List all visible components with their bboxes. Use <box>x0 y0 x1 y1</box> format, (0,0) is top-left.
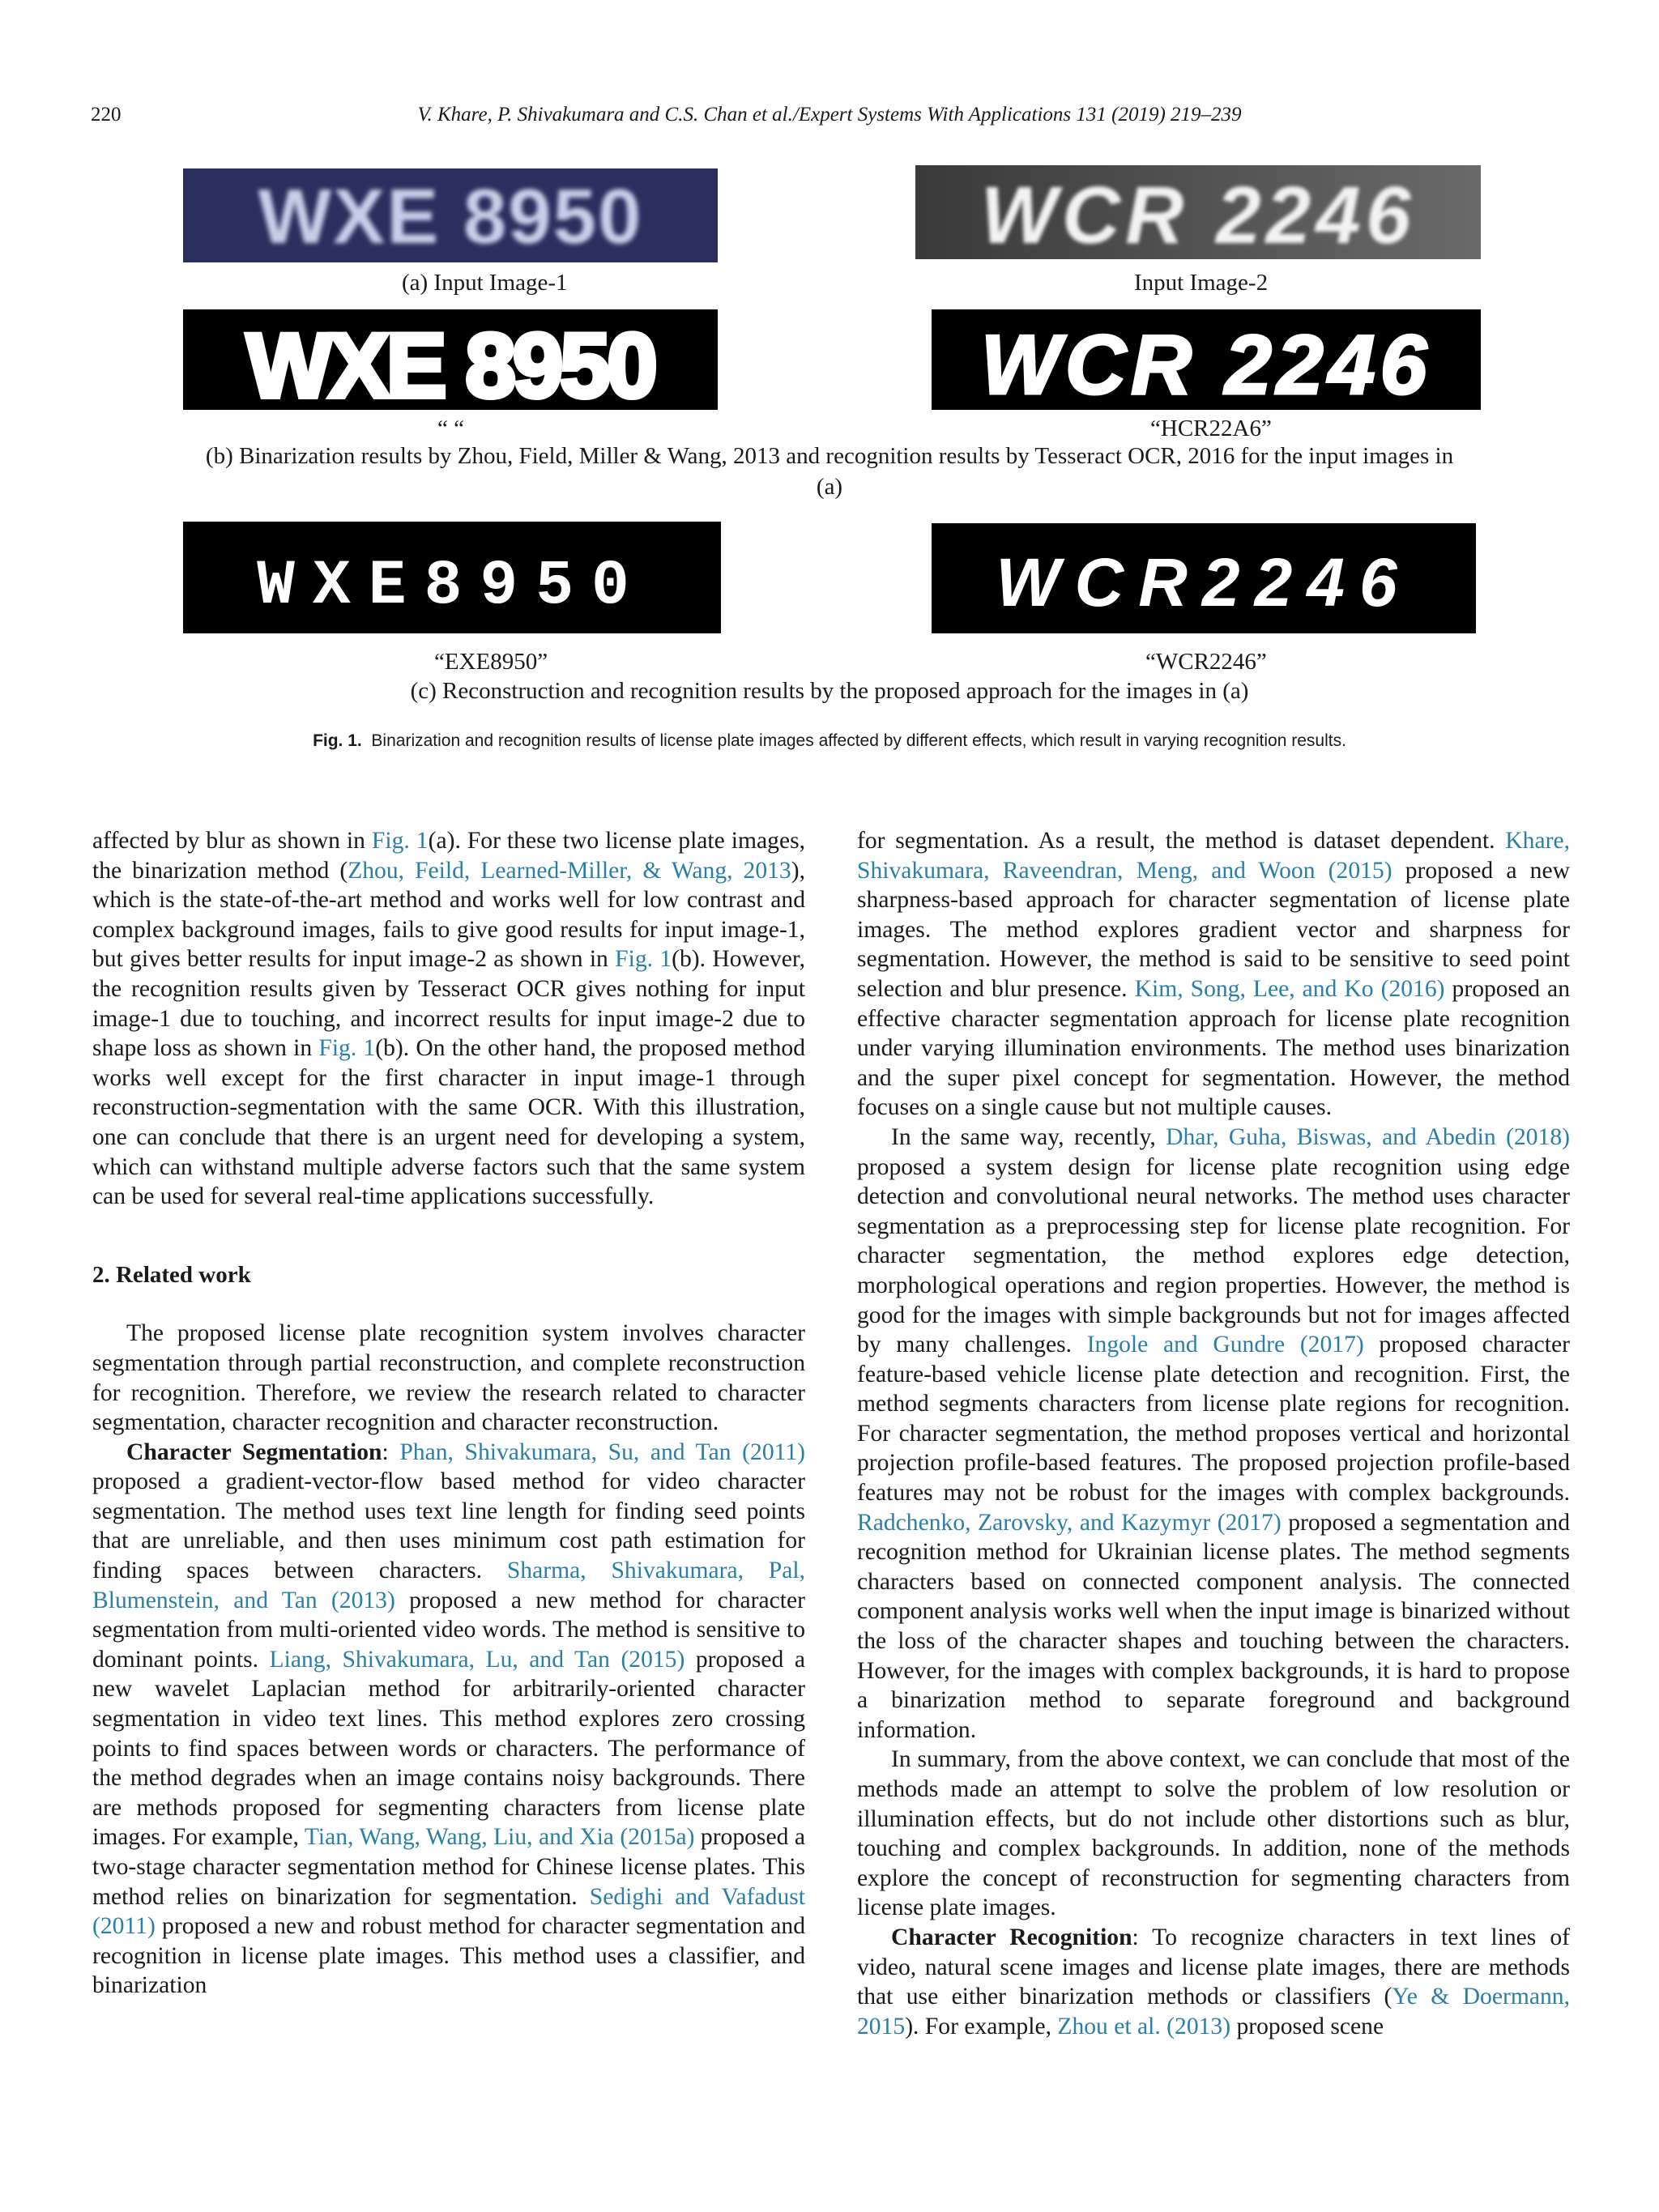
reconstructed-image-2 <box>932 523 1476 633</box>
reconstructed-image-1 <box>183 522 721 633</box>
section-heading: 2. Related work <box>92 1261 251 1288</box>
page-number: 220 <box>91 104 122 126</box>
ref-link[interactable]: Tian, Wang, Wang, Liu, and Xia (2015a) <box>304 1824 695 1851</box>
journal-citation: V. Khare, P. Shivakumara and C.S. Chan et al./Expert Systems With Applications 131 (2019) 219–239 <box>417 104 1242 126</box>
summary-paragraph: In summary, from the above context, we can conclude that most of the methods made an attempt to solve the problem of low resolution or illumination effects, but do not include other distortions such as blur, touching and complex backgrounds. In addition, none of the methods explore the concept of reconstruction for segmenting characters from license plate images. <box>857 1746 1570 1921</box>
label-input-image-2: Input Image-2 <box>1134 270 1269 296</box>
ref-link[interactable]: Radchenko, Zarovsky, and Kazymyr (2017) <box>857 1509 1282 1536</box>
figure-caption <box>91 729 1568 753</box>
input-image-2 <box>915 165 1481 259</box>
ref-link[interactable]: Kim, Song, Lee, and Ko (2016) <box>1134 975 1445 1002</box>
ref-link[interactable]: Ye & Doermann, 2015 <box>857 1984 1570 2039</box>
related-work-intro-paragraph: The proposed license plate recognition system involves character segmentation through partial reconstruction, and complete reconstruction for recognition. Therefore, we review the research related to character segmentation, character recognition and character reconstruction. <box>92 1320 805 1436</box>
segmentation-continuation-paragraph: for segmentation. As a result, the method is dataset dependent. Khare, Shivakumara, Raveendran, Meng, and Woon (2015) proposed a new sharpness-based approach for character segmentation of license plate images. The method explores gradient vector and sharpness for segmentation. However, the method is said to be sensitive to seed point selection and blur presence. Kim, Song, Lee, and Ko (2016) proposed an effective character segmentation approach for license plate recognition under varying illumination environments. The method uses binarization and the super pixel concept for segmentation. However, the method focuses on a single cause but not multiple causes. <box>857 828 1570 1121</box>
ref-link[interactable]: Ingole and Gundre (2017) <box>1086 1332 1364 1358</box>
figure-caption-text: Binarization and recognition results of license plate images affected by different effects, which result in varying recognition results. <box>371 731 1346 750</box>
caption-row-b: (b) Binarization results by Zhou, Field, Miller & Wang, 2013 and recognition results by Tesseract OCR, 2016 for the input images in (a) <box>205 443 1454 500</box>
ref-link[interactable]: Fig. 1 <box>615 946 672 973</box>
intro-continuation-paragraph: affected by blur as shown in Fig. 1(a). For these two license plate images, the binarization method (Zhou, Feild, Learned-Miller, & Wang, 2013), which is the state-of-the-art method and works well for low contrast and complex background images, fails to give good results for input image-1, but gives better results for input image-2 as shown in Fig. 1(b). However, the recognition results given by Tesseract OCR gives nothing for input image-1 due to touching, and incorrect results for input image-2 due to shape loss as shown in Fig. 1(b). On the other hand, the proposed method works well except for the first character in input image-1 through reconstruction-segmentation with the same OCR. With this illustration, one can conclude that there is an urgent need for developing a system, which can withstand multiple adverse factors such that the same system can be used for several real-time applications successfully. <box>92 828 806 1210</box>
character-segmentation-paragraph: Character Segmentation: Phan, Shivakumara, Su, and Tan (2011) proposed a gradient-vector-flow based method for video character segmentation. The method uses text line length for finding seed points that are unreliable, and then uses minimum cost path estimation for finding spaces between characters. Sharma, Shivakumara, Pal, Blumenstein, and Tan (2013) proposed a new method for character segmentation from multi-oriented video words. The method is sensitive to dominant points. Liang, Shivakumara, Lu, and Tan (2015) proposed a new wavelet Laplacian method for arbitrarily-oriented character segmentation in video text lines. This method explores zero crossing points to find spaces between words or characters. The performance of the method degrades when an image contains noisy backgrounds. There are methods proposed for segmenting characters from license plate images. For example, Tian, Wang, Wang, Liu, and Xia (2015a) proposed a two-stage character segmentation method for Chinese license plates. This method relies on binarization for segmentation. Sedighi and Vafadust (2011) proposed a new and robust method for character segmentation and recognition in license plate images. This method uses a classifier, and binarization <box>92 1438 806 1999</box>
ref-link[interactable]: Phan, Shivakumara, Su, and Tan (2011) <box>399 1438 805 1465</box>
reconstructed-plate-1-text: WXE8950 <box>257 551 647 622</box>
ref-link[interactable]: Zhou, Feild, Learned-Miller, & Wang, 2013 <box>348 857 791 884</box>
ref-link[interactable]: Liang, Shivakumara, Lu, and Tan (2015) <box>269 1646 685 1673</box>
binarized-plate-2-text: WCR 2246 <box>980 318 1432 410</box>
input-image-1 <box>183 168 718 262</box>
figure-label: Fig. 1. <box>313 731 362 750</box>
ocr-result-binarized-2: “HCR22A6” <box>1150 416 1272 441</box>
input-plate-1-text: WXE 8950 <box>258 173 643 260</box>
recent-methods-paragraph: In the same way, recently, Dhar, Guha, Biswas, and Abedin (2018) proposed a system design for license plate recognition using edge detection and convolutional neural networks. The method uses character segmentation as a preprocessing step for license plate recognition. For character segmentation, the method explores edge detection, morphological operations and region properties. However, the method is good for the images with simple backgrounds but not for images affected by many challenges. Ingole and Gundre (2017) proposed character feature-based vehicle license plate detection and recognition. First, the method segments characters from license plate regions for recognition. For character segmentation, the method proposes vertical and horizontal projection profile-based features. The proposed projection profile-based features may not be robust for the images with complex backgrounds. Radchenko, Zarovsky, and Kazymyr (2017) proposed a segmentation and recognition method for Ukrainian license plates. The method segments characters based on connected component analysis. The connected component analysis works well when the input image is binarized without the loss of the character shapes and touching between the characters. However, for the images with complex backgrounds, it is hard to propose a binarization method to separate foreground and background information. <box>857 1123 1571 1743</box>
ref-link[interactable]: Fig. 1 <box>318 1035 376 1062</box>
ocr-result-reconstructed-1: “EXE8950” <box>434 649 548 675</box>
ocr-result-binarized-1: “ “ <box>437 416 464 441</box>
running-header <box>91 99 1568 131</box>
reconstructed-plate-2-text: WCR2246 <box>996 544 1412 620</box>
label-input-image-1: (a) Input Image-1 <box>402 270 568 296</box>
caption-row-c: (c) Reconstruction and recognition results by the proposed approach for the images in (a) <box>410 678 1249 704</box>
right-column <box>857 826 1570 2041</box>
character-recognition-paragraph: Character Recognition: To recognize characters in text lines of video, natural scene images and license plate images, there are methods that use either binarization methods or classifiers (Ye & Doermann, 2015). For example, Zhou et al. (2013) proposed scene <box>857 1924 1570 2039</box>
ref-link[interactable]: Fig. 1 <box>371 828 429 854</box>
ref-link[interactable]: Dhar, Guha, Biswas, and Abedin (2018) <box>1166 1123 1570 1150</box>
ref-link[interactable]: Khare, Shivakumara, Raveendran, Meng, and Woon (2015) <box>857 828 1570 884</box>
ocr-result-reconstructed-2: “WCR2246” <box>1145 649 1267 675</box>
ref-link[interactable]: Zhou et al. (2013) <box>1057 2013 1231 2039</box>
binarized-plate-1-text: WXE 8950 <box>246 315 655 410</box>
ref-link[interactable]: Sedighi and Vafadust (2011) <box>92 1883 806 1940</box>
binarized-image-2 <box>932 309 1481 410</box>
input-plate-2-text: WCR 2246 <box>980 170 1416 259</box>
left-column <box>92 826 805 2001</box>
binarized-image-1 <box>183 309 718 410</box>
ref-link[interactable]: Sharma, Shivakumara, Pal, Blumenstein, and Tan (2013) <box>92 1558 806 1613</box>
